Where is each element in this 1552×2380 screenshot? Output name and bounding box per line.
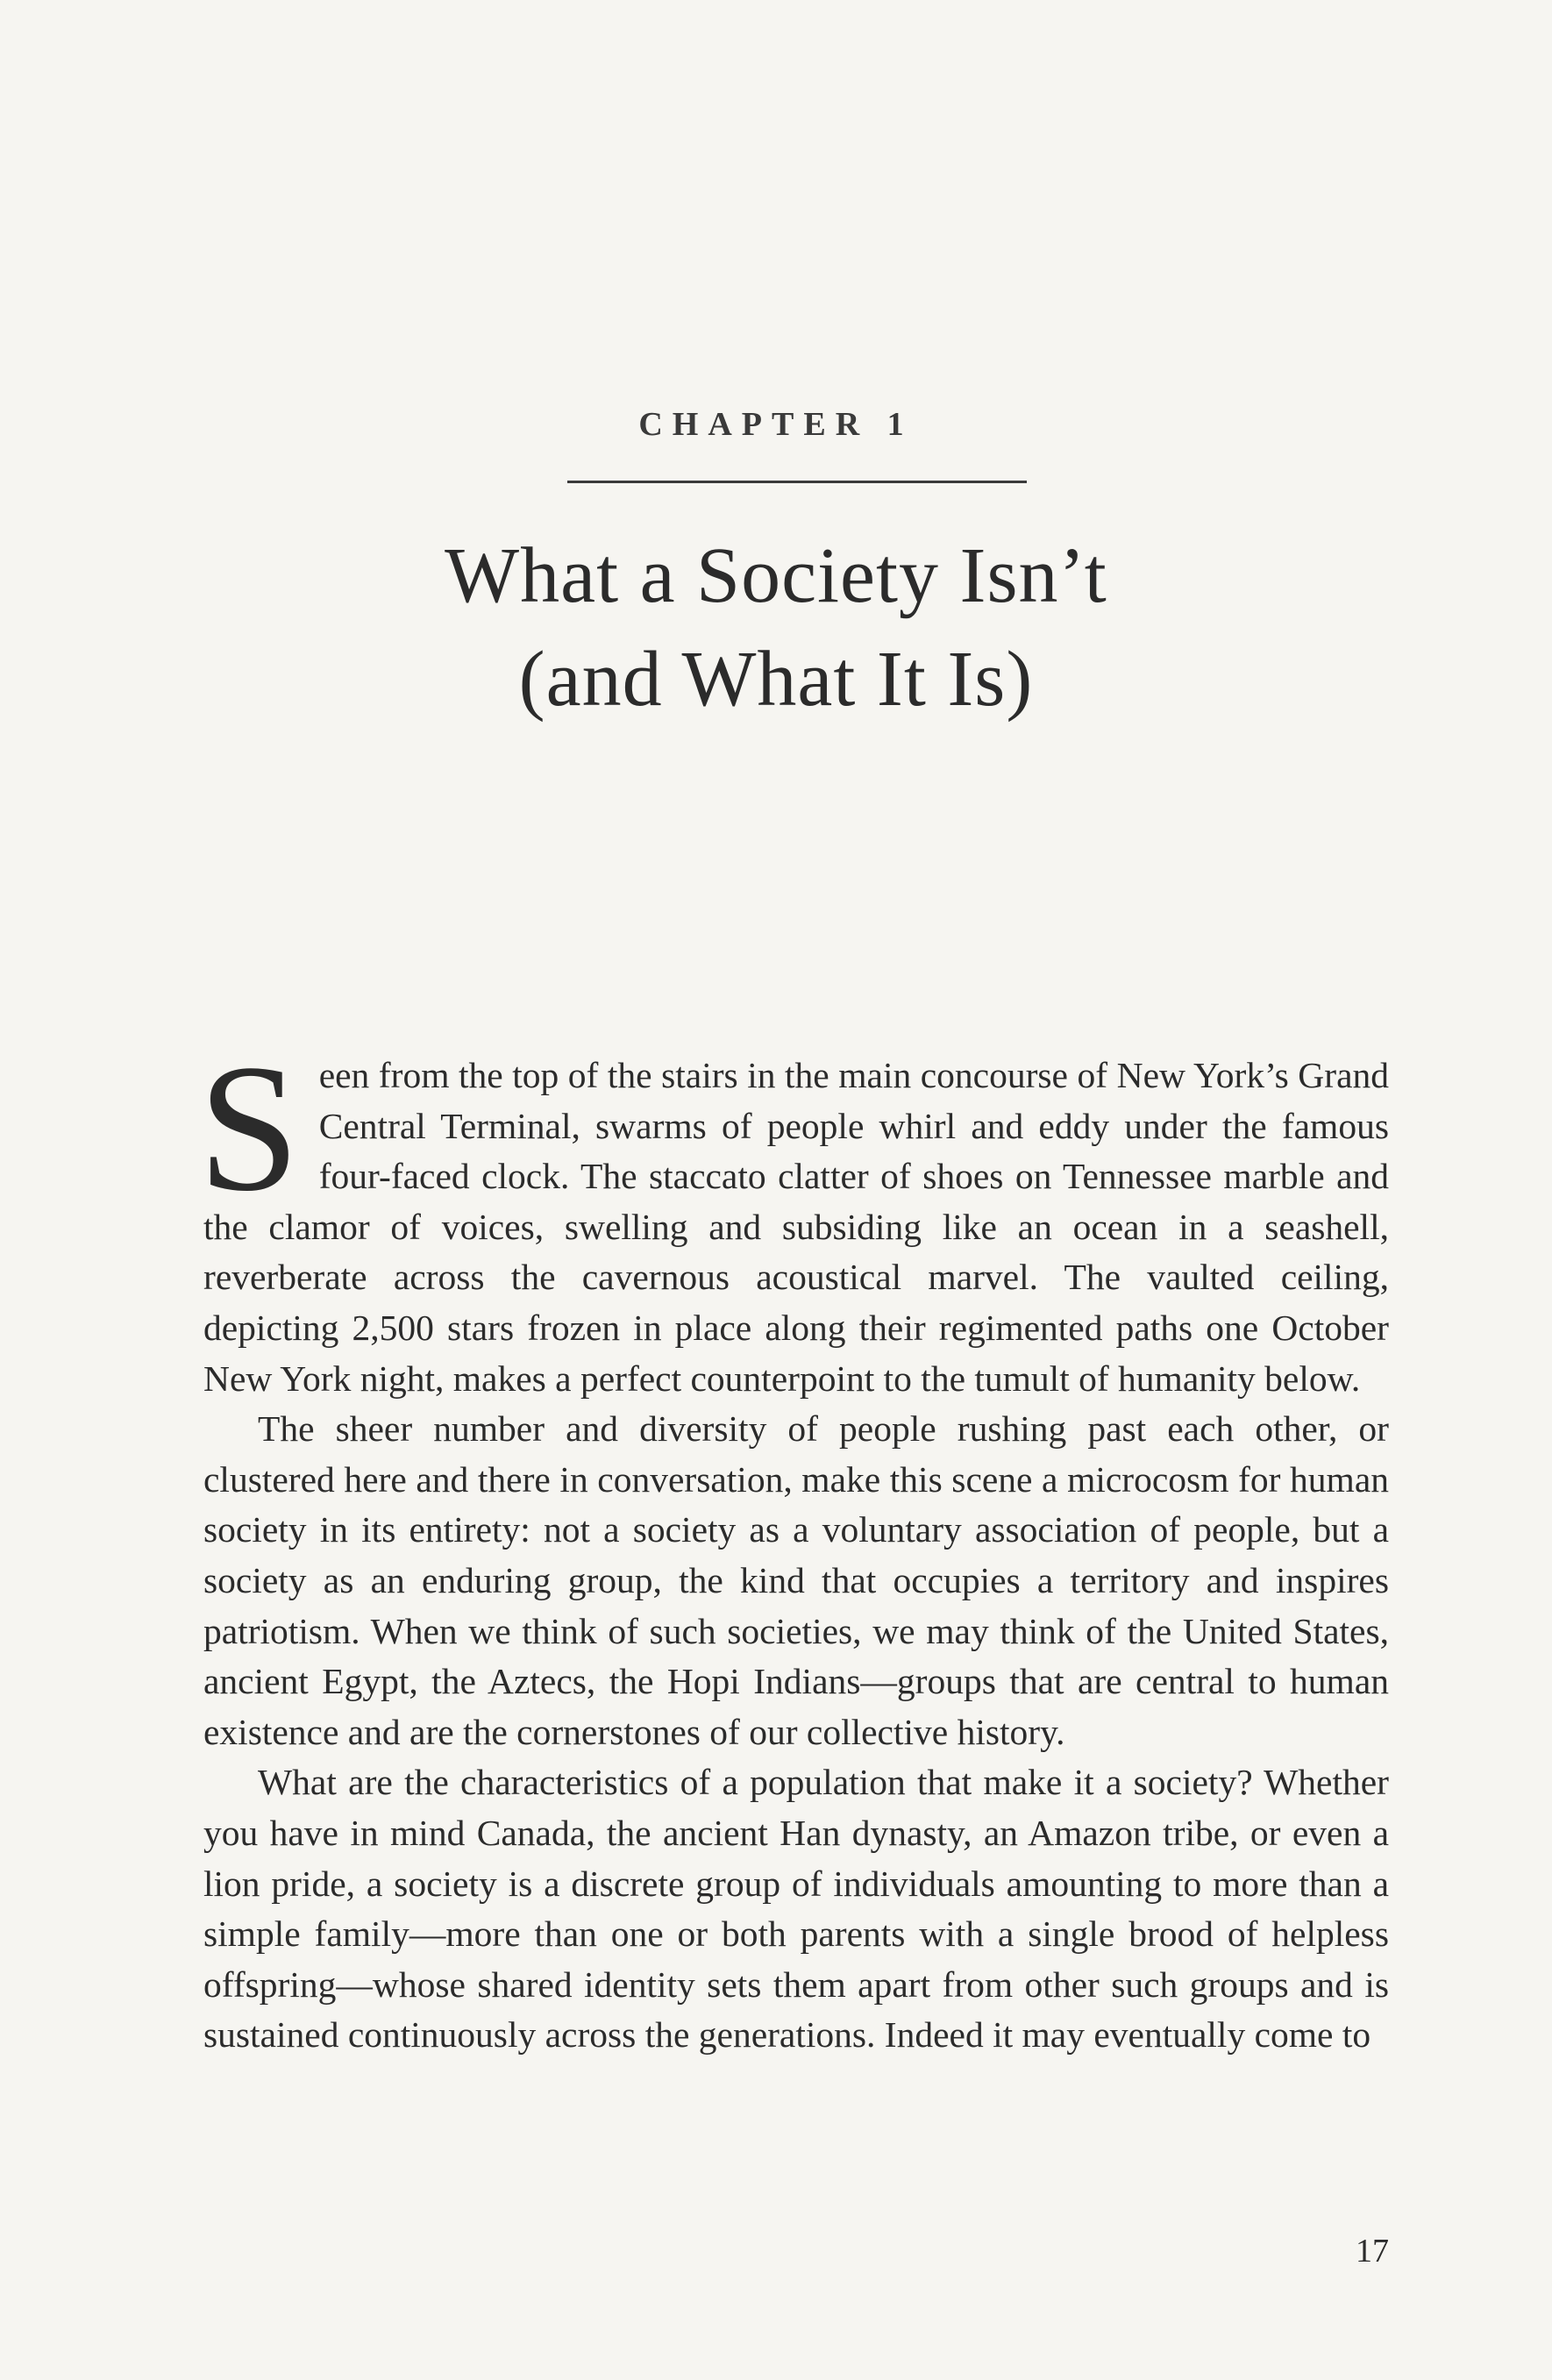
paragraph-1 <box>198 1027 1389 1404</box>
chapter-title-line-1: What a Society Isn’t <box>445 532 1107 619</box>
chapter-label: CHAPTER 1 <box>638 406 914 443</box>
page-number: 17 <box>1356 2233 1389 2270</box>
paragraph-3: What are the characteristics of a population that make it a society? Whether you have in mind Canada, the ancient Han dynasty, an Amazon tribe, or even a lion pride, a society is a discrete group of individuals amounting to more than a simple family—more than one or both parents with a single brood of helpless offspring—whose shared identity sets them apart from other such groups and is sustained continuously across the generations. Indeed it may eventually come to <box>203 1762 1389 2056</box>
paragraph-2: The sheer number and diversity of people rushing past each other, or clustered here and there in conversation, make this scene a microcosm for human society in its entirety: not a society as a voluntary association of people, but a society as an enduring group, the kind that occupies a territory and inspires patriotism. When we think of such societies, we may think of the United States, ancient Egypt, the Aztecs, the Hopi Indians—groups that are central to human existence and are the cornerstones of our collective history. <box>203 1408 1389 1752</box>
drop-cap: S <box>198 1027 300 1229</box>
paragraph-1-text: een from the top of the stairs in the main concourse of New York’s Grand Central Terminal, swarms of people whirl and eddy under the famous four-faced clock. The staccato clatter of shoes on Tennessee marble and the clamor of voices, swelling and subsiding like an ocean in a seashell, reverberate across the cavernous acoustical marvel. The vaulted ceiling, depicting 2,500 stars frozen in place along their regimented paths one October New York night, makes a perfect counterpoint to the tumult of humanity below. <box>203 1055 1389 1399</box>
chapter-divider <box>567 481 1027 483</box>
chapter-title-line-2: (and What It Is) <box>518 636 1034 723</box>
chapter-title <box>0 524 1552 731</box>
chapter-body <box>198 1027 1389 2061</box>
